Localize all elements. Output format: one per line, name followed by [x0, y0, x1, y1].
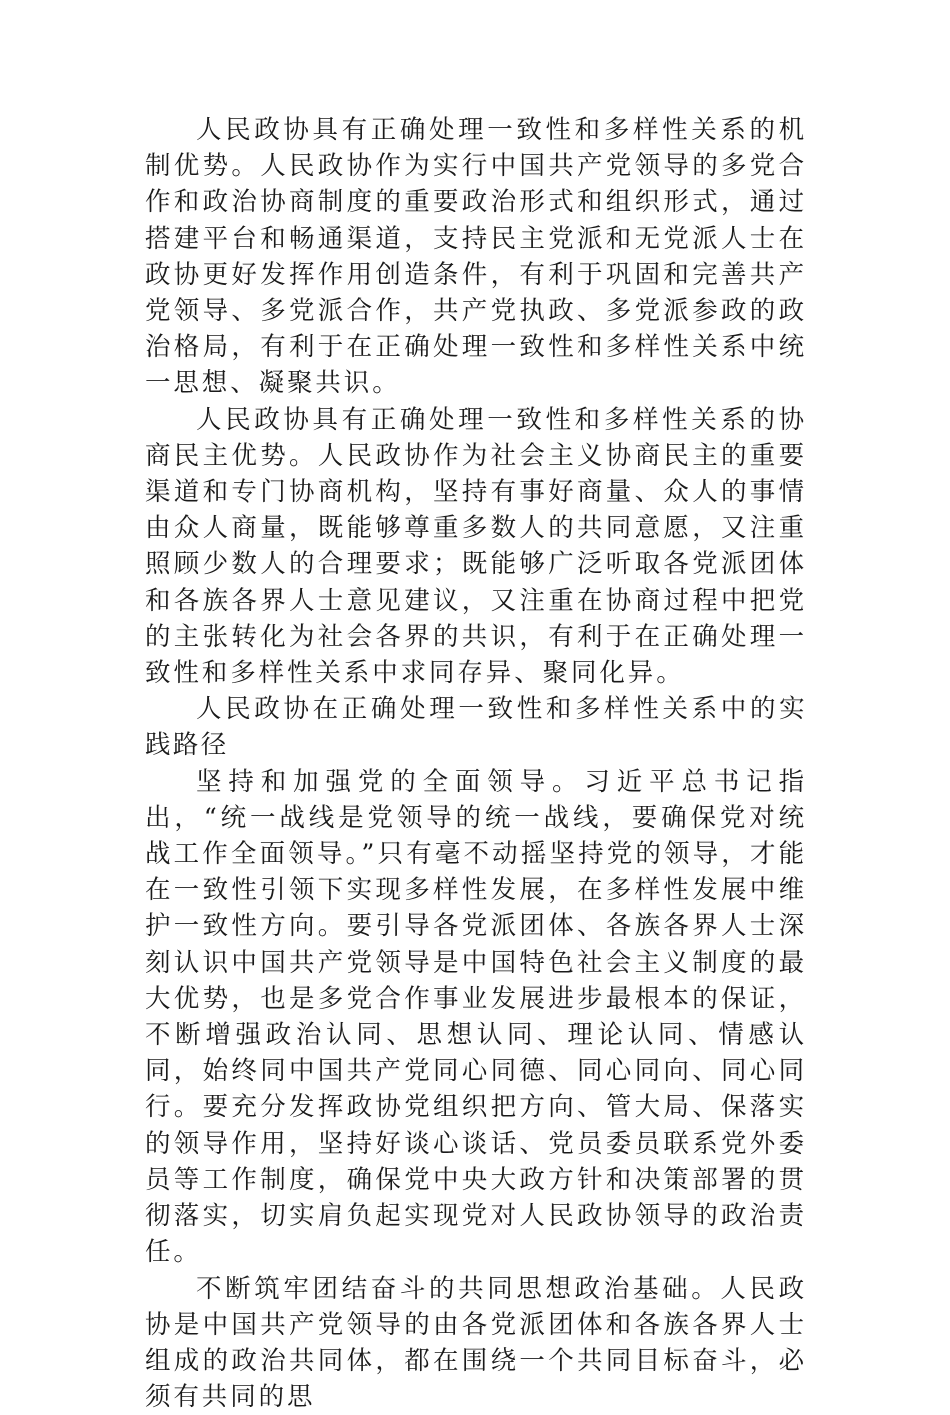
paragraph-common-political-foundation: 不断筑牢团结奋斗的共同思想政治基础。人民政协是中国共产党领导的由各党派团体和各族各界人士组成的政治共同体，都在围绕一个共同目标奋斗，必须有共同的思	[145, 1271, 807, 1415]
paragraph-consultative-democracy-advantage: 人民政协具有正确处理一致性和多样性关系的协商民主优势。人民政协作为社会主义协商民主的重要渠道和专门协商机构，坚持有事好商量、众人的事情由众人商量，既能够尊重多数人的共同意愿，又注重照顾少数人的合理要求；既能够广泛听取各党派团体和各族各界人士意见建议，又注重在协商过程中把党的主张转化为社会各界的共识，有利于在正确处理一致性和多样性关系中求同存异、聚同化异。	[145, 402, 807, 692]
paragraph-party-leadership: 坚持和加强党的全面领导。习近平总书记指出，“统一战线是党领导的统一战线，要确保党对统战工作全面领导。”只有毫不动摇坚持党的领导，才能在一致性引领下实现多样性发展，在多样性发展中维护一致性方向。要引导各党派团体、各族各界人士深刻认识中国共产党领导是中国特色社会主义制度的最大优势，也是多党合作事业发展进步最根本的保证，不断增强政治认同、思想认同、理论认同、情感认同，始终同中国共产党同心同德、同心同向、同心同行。要充分发挥政协党组织把方向、管大局、保落实的领导作用，坚持好谈心谈话、党员委员联系党外委员等工作制度，确保党中央大政方针和决策部署的贯彻落实，切实肩负起实现党对人民政协领导的政治责任。	[145, 764, 807, 1271]
document-body	[145, 112, 807, 1415]
paragraph-mechanism-advantage: 人民政协具有正确处理一致性和多样性关系的机制优势。人民政协作为实行中国共产党领导的多党合作和政治协商制度的重要政治形式和组织形式，通过搭建平台和畅通渠道，支持民主党派和无党派人士在政协更好发挥作用创造条件，有利于巩固和完善共产党领导、多党派合作，共产党执政、多党派参政的政治格局，有利于在正确处理一致性和多样性关系中统一思想、凝聚共识。	[145, 112, 807, 402]
section-heading-practice-path: 人民政协在正确处理一致性和多样性关系中的实践路径	[145, 691, 807, 763]
